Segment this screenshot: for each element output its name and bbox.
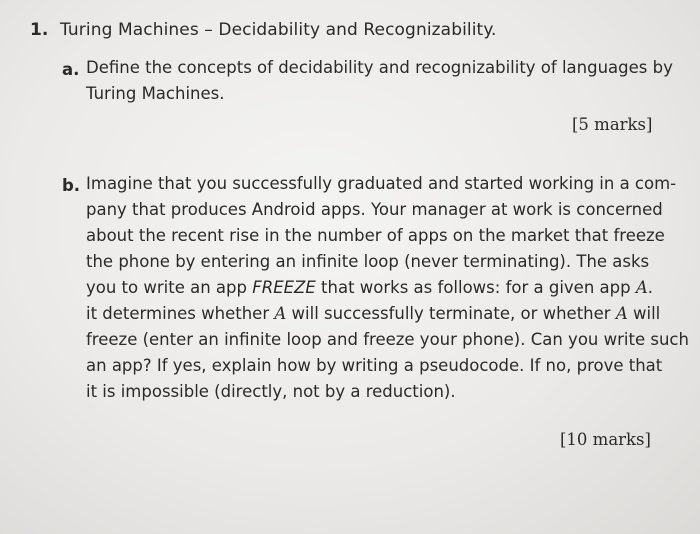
part-b-line-9: it is impossible (directly, not by a reduction). bbox=[86, 382, 456, 401]
freeze-app-name: FREEZE bbox=[252, 278, 316, 297]
part-b-line-6-b: will successfully terminate, or whether bbox=[291, 304, 611, 323]
part-b-line-8: an app? If yes, explain how by writing a pseudocode. If no, prove that bbox=[86, 356, 663, 375]
part-b-line-4 bbox=[86, 249, 689, 275]
part-b-line-1: Imagine that you successfully graduated and started working in a com- bbox=[86, 174, 677, 193]
part-b-line-7: freeze (enter an infinite loop and freeze your phone). Can you write such bbox=[86, 330, 689, 349]
part-b-line-3: about the recent rise in the number of apps on the market that freeze bbox=[86, 226, 665, 245]
part-b-line-4-a: the phone by entering an infinite loop (never terminating). bbox=[86, 252, 572, 271]
part-b-marks: [10 marks] bbox=[560, 430, 651, 449]
part-a-line-1: Define the concepts of decidability and recognizability of languages by bbox=[86, 58, 673, 77]
part-b-letter: b. bbox=[62, 176, 81, 195]
math-var-a: A bbox=[635, 278, 648, 297]
part-b-line-6 bbox=[86, 301, 689, 327]
question-number: 1. bbox=[30, 20, 49, 40]
part-b-line-5-c: . bbox=[647, 278, 654, 297]
part-b-line-5 bbox=[86, 275, 689, 301]
part-b-line-5-a: you to write an app bbox=[86, 278, 247, 297]
part-a-text bbox=[86, 55, 673, 107]
part-a-letter: a. bbox=[62, 60, 80, 79]
question-heading bbox=[30, 20, 497, 40]
part-b-line-6-a: it determines whether bbox=[86, 304, 270, 323]
math-var-a: A bbox=[615, 304, 628, 323]
part-a-marks: [5 marks] bbox=[572, 115, 653, 134]
part-b-line-6-c: will bbox=[633, 304, 661, 323]
part-b-text bbox=[86, 171, 689, 405]
math-var-a: A bbox=[274, 304, 287, 323]
part-a-line-2: Turing Machines. bbox=[86, 84, 225, 103]
part-b-line-2: pany that produces Android apps. Your manager at work is concerned bbox=[86, 200, 663, 219]
part-b-line-5-b: that works as follows: for a given app bbox=[321, 278, 631, 297]
part-b-line-4-b: The asks bbox=[576, 252, 650, 271]
question-title: Turing Machines – Decidability and Recognizability. bbox=[60, 20, 497, 40]
